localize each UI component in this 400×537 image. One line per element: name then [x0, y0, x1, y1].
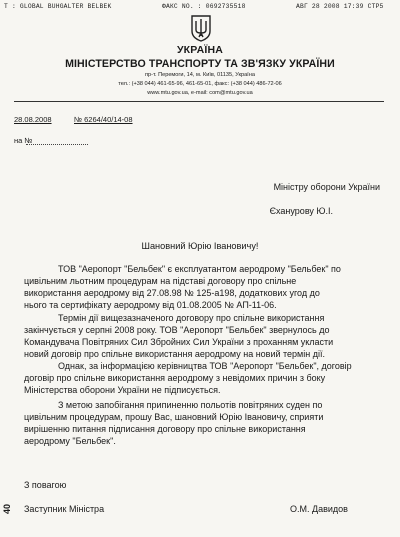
- body-line: закінчується у серпні 2008 року. ТОВ "Аеропорт "Бельбек" звернулось до: [24, 325, 330, 335]
- letterhead-ministry: МІНІСТЕРСТВО ТРАНСПОРТУ ТА ЗВ'ЯЗКУ УКРАЇНИ: [65, 58, 335, 70]
- body-line: Термін дії вищезазначеного договору про спільне використання: [58, 313, 325, 323]
- body-line: новий договір про спільне використання аеродрому на новий термін дії.: [24, 349, 325, 359]
- fax-sender: T : GLOBAL BUHGALTER BELBEK: [4, 3, 112, 10]
- body-line: договір про спільне використання аеродрому з невідомих причин з боку: [24, 373, 326, 383]
- signer-position: Заступник Міністра: [24, 504, 105, 514]
- closing-regards: З повагою: [24, 480, 67, 490]
- letterhead-divider: [14, 101, 384, 102]
- registration-date: 28.08.2008: [14, 115, 52, 124]
- body-line: Командувача Повітряних Сил Збройних Сил України з проханням укласти: [24, 337, 334, 347]
- fax-number: ФАКС NO. : 0692735518: [162, 3, 246, 10]
- body-line: цивільним льотним процедурам на підставі договору про спільне: [24, 276, 297, 286]
- body-line: Однак, за інформацією керівництва ТОВ "Аеропорт "Бельбек", договір: [58, 361, 352, 371]
- letterhead-phones: тел.: (+38 044) 461-65-96, 461-65-01, факс: (+38 044) 486-72-06: [118, 81, 282, 87]
- letterhead-web-email: www.mtu.gov.ua, e-mail: com@mtu.gov.ua: [147, 90, 253, 96]
- recipient-title: Міністру оборони України: [273, 182, 380, 192]
- body-line: цивільним процедурам, прошу Вас, шановний Юрію Івановичу, сприяти: [24, 412, 324, 422]
- letterhead-country: УКРАЇНА: [176, 44, 224, 56]
- fax-timestamp: АВГ 28 2008 17:39 СТР5: [296, 3, 384, 10]
- signer-name: О.М. Давидов: [290, 504, 348, 514]
- body-line: Міністерства оборони України не підписується.: [24, 385, 221, 395]
- letterhead-address: пр-т. Перемоги, 14, м. Київ, 01135, Україна: [145, 72, 255, 78]
- salutation: Шановний Юрію Івановичу!: [141, 241, 259, 251]
- body-line: аеродрому "Бельбек".: [24, 436, 116, 446]
- fax-transmission-header: [4, 3, 396, 13]
- body-line: використання аеродрому від 27.08.98 № 125-а198, додаткових угод до: [24, 288, 320, 298]
- registration-number: № 6264/40/14-08: [74, 115, 133, 124]
- reference-label: на №: [14, 136, 33, 145]
- body-line: З метою запобігання припиненню польотів повітряних суден по: [58, 400, 323, 410]
- body-line: ТОВ "Аеропорт "Бельбек" є експлуатантом аеродрому "Бельбек" по: [58, 264, 341, 274]
- body-line: нього та сертифікату аеродрому від 01.08.2005 № АП-11-06.: [24, 300, 277, 310]
- margin-page-number: 40: [2, 503, 12, 514]
- recipient-name: Єханурову Ю.І.: [269, 206, 333, 216]
- trident-coat-of-arms-icon: [190, 14, 212, 42]
- reference-blank-line: [26, 144, 88, 145]
- body-line: вирішенню питання підписання договору про спільне використання: [24, 424, 306, 434]
